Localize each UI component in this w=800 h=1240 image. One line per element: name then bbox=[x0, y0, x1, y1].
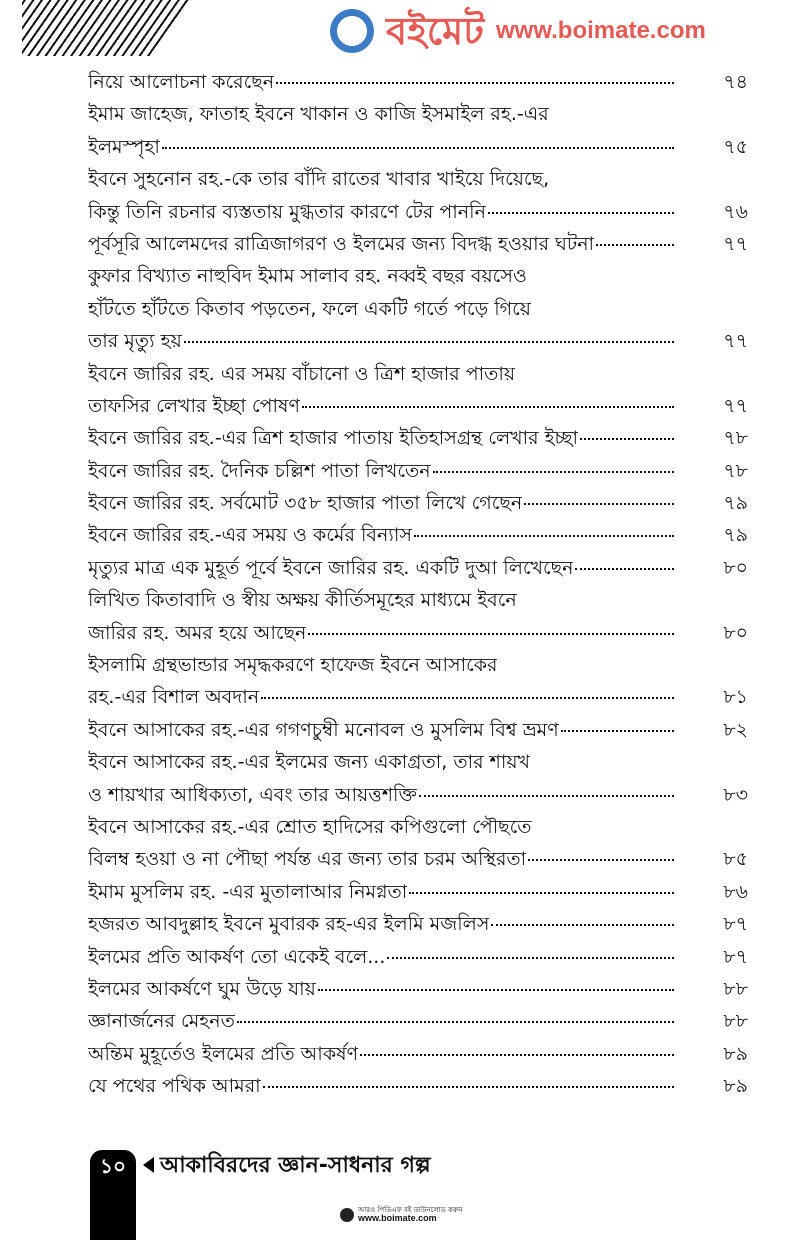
page-number: ১০ bbox=[90, 1150, 136, 1240]
toc-line bbox=[88, 325, 748, 357]
toc-line bbox=[88, 1005, 748, 1037]
dot-leader bbox=[237, 1021, 674, 1023]
toc-entry[interactable] bbox=[88, 422, 748, 454]
toc-page-number: ৮৮ bbox=[723, 977, 748, 1000]
decorative-hatch bbox=[22, 0, 192, 56]
toc-page-number: ৮৩ bbox=[723, 783, 748, 806]
toc-entry[interactable] bbox=[88, 260, 748, 357]
toc-entry[interactable] bbox=[88, 163, 748, 228]
toc-entry[interactable] bbox=[88, 876, 748, 908]
dot-leader bbox=[263, 1086, 674, 1088]
hand-pointer-icon bbox=[340, 1208, 354, 1222]
toc-page-number: ৮০ bbox=[723, 621, 748, 644]
dot-leader bbox=[360, 1054, 674, 1056]
dot-leader bbox=[419, 795, 674, 797]
dot-leader bbox=[575, 568, 674, 570]
toc-line bbox=[88, 876, 748, 908]
toc-entry[interactable] bbox=[88, 714, 748, 746]
toc-line bbox=[88, 519, 748, 551]
toc-entry-title: কুফার বিখ্যাত নাহুবিদ ইমাম সালাব রহ. নব্বই বছর বয়সেও bbox=[88, 265, 527, 288]
dot-leader bbox=[524, 503, 674, 505]
dot-leader bbox=[528, 859, 674, 861]
dot-leader bbox=[409, 892, 674, 894]
toc-page-number: ৭৫ bbox=[723, 135, 748, 158]
download-promo[interactable] bbox=[340, 1206, 462, 1223]
toc-entry-title: ইবনে আসাকের রহ.-এর গগণচুম্বী মনোবল ও মুসলিম বিশ্ব ভ্রমণ bbox=[88, 718, 559, 741]
toc-entry[interactable] bbox=[88, 973, 748, 1005]
toc-line bbox=[88, 1070, 748, 1102]
dot-leader bbox=[261, 697, 674, 699]
toc-entry-title: ইলমের আকর্ষণে ঘুম উড়ে যায় bbox=[88, 977, 316, 1000]
toc-entry-title: ইবনে আসাকের রহ.-এর ইলমের জন্য একাগ্রতা, তার শায়খ bbox=[88, 751, 531, 774]
toc-line bbox=[88, 811, 748, 843]
toc-entry-title: মৃত্যুর মাত্র এক মুহূর্ত পূর্বে ইবনে জারির রহ. একটি দুআ লিখেছেন bbox=[88, 556, 574, 579]
toc-page-number: ৭৬ bbox=[723, 200, 748, 223]
toc-entry-title: জ্ঞানার্জনের মেহনত bbox=[88, 1010, 235, 1033]
toc-line bbox=[88, 358, 748, 390]
toc-entry[interactable] bbox=[88, 649, 748, 714]
toc-entry[interactable] bbox=[88, 487, 748, 519]
toc-entry[interactable] bbox=[88, 908, 748, 940]
toc-line bbox=[88, 66, 748, 98]
toc-entry-title: রহ.-এর বিশাল অবদান bbox=[88, 686, 260, 709]
toc-entry[interactable] bbox=[88, 1005, 748, 1037]
dot-leader bbox=[184, 341, 674, 343]
toc-entry[interactable] bbox=[88, 811, 748, 876]
toc-page-number: ৭৪ bbox=[723, 71, 748, 93]
toc-page-number: ৮৬ bbox=[723, 880, 748, 903]
toc-line bbox=[88, 196, 748, 228]
toc-page-number: ৭৭ bbox=[723, 394, 748, 417]
dot-leader bbox=[433, 471, 674, 473]
dot-leader bbox=[308, 633, 674, 635]
watermark bbox=[330, 2, 780, 60]
toc-page-number: ৮০ bbox=[723, 556, 748, 579]
dot-leader bbox=[580, 438, 674, 440]
toc-line bbox=[88, 260, 748, 292]
toc-entry-title: ইবনে সুহনোন রহ.-কে তার বাঁদি রাতের খাবার খাইয়ে দিয়েছে, bbox=[88, 168, 550, 191]
toc-line bbox=[88, 293, 748, 325]
toc-entry[interactable] bbox=[88, 584, 748, 649]
promo-url[interactable]: www.boimate.com bbox=[358, 1213, 437, 1223]
toc-line bbox=[88, 131, 748, 163]
book-title: আকাবিরদের জ্ঞান-সাধনার গল্প bbox=[160, 1153, 431, 1178]
watermark-logo-icon bbox=[330, 9, 374, 53]
toc-page-number: ৮১ bbox=[723, 686, 748, 709]
dot-leader bbox=[488, 212, 674, 214]
toc-entry-title: লিখিত কিতাবাদি ও স্বীয় অক্ষয় কীর্তিসমূহের মাধ্যমে ইবনে bbox=[88, 589, 517, 612]
toc-entry-title: ইবনে জারির রহ. এর সময় বাঁচানো ও ত্রিশ হাজার পাতায় bbox=[88, 362, 516, 385]
toc-line bbox=[88, 617, 748, 649]
toc-line bbox=[88, 422, 748, 454]
toc-entry[interactable] bbox=[88, 455, 748, 487]
toc-line bbox=[88, 746, 748, 778]
toc-line bbox=[88, 941, 748, 973]
toc-line bbox=[88, 1038, 748, 1070]
toc-line bbox=[88, 552, 748, 584]
toc-entry[interactable] bbox=[88, 552, 748, 584]
dot-leader bbox=[302, 406, 674, 408]
toc-entry-title: ইবনে জারির রহ. সর্বমোট ৩৫৮ হাজার পাতা লিখে গেছেন bbox=[88, 492, 523, 515]
toc-entry[interactable] bbox=[88, 98, 748, 163]
toc-entry[interactable] bbox=[88, 746, 748, 811]
toc-page-number: ৮৭ bbox=[723, 913, 748, 936]
toc-line bbox=[88, 843, 748, 875]
toc-entry-title: হাঁটতে হাঁটতে কিতাব পড়তেন, ফলে একটি গর্তে পড়ে গিয়ে bbox=[88, 297, 531, 320]
watermark-url: www.boimate.com bbox=[496, 17, 706, 44]
toc-entry-title: নিয়ে আলোচনা করেছেন bbox=[88, 71, 275, 93]
toc-entry-title: ইবনে জারির রহ.-এর সময় ও কর্মের বিন্যাস bbox=[88, 524, 412, 547]
toc-line bbox=[88, 163, 748, 195]
toc-entry-title: জারির রহ. অমর হয়ে আছেন bbox=[88, 621, 307, 644]
toc-entry[interactable] bbox=[88, 358, 748, 423]
dot-leader bbox=[387, 957, 674, 959]
dot-leader bbox=[596, 244, 674, 246]
dot-leader bbox=[561, 730, 674, 732]
toc-entry[interactable] bbox=[88, 228, 748, 260]
toc-line bbox=[88, 908, 748, 940]
toc-entry[interactable] bbox=[88, 66, 748, 98]
table-of-contents bbox=[88, 66, 748, 1103]
toc-page-number: ৭৯ bbox=[723, 524, 748, 547]
toc-line bbox=[88, 649, 748, 681]
toc-page-number: ৭৭ bbox=[723, 232, 748, 255]
toc-entry-title: ইমাম মুসলিম রহ. -এর মুতালাআর নিমগ্নতা bbox=[88, 880, 408, 903]
toc-line bbox=[88, 779, 748, 811]
toc-page-number: ৮৯ bbox=[723, 1042, 748, 1065]
toc-page-number: ৮৯ bbox=[723, 1075, 748, 1098]
toc-entry-title: ও শায়খার আধিক্যতা, এবং তার আয়ত্তশক্তি bbox=[88, 783, 417, 806]
toc-entry-title: ইমাম জাহেজ, ফাতাহ ইবনে খাকান ও কাজি ইসমাইল রহ.-এর bbox=[88, 103, 549, 126]
toc-line bbox=[88, 98, 748, 130]
toc-entry-title: পূর্বসূরি আলেমদের রাত্রিজাগরণ ও ইলমের জন্য বিদগ্ধ হওয়ার ঘটনা bbox=[88, 232, 595, 255]
toc-entry-title: ইলমের প্রতি আকর্ষণ তো একেই বলে... bbox=[88, 945, 386, 968]
toc-entry[interactable] bbox=[88, 519, 748, 551]
dot-leader bbox=[491, 924, 674, 926]
toc-entry-title: যে পথের পথিক আমরা bbox=[88, 1075, 261, 1098]
toc-entry-title: বিলম্ব হওয়া ও না পৌছা পর্যন্ত এর জন্য তার চরম অস্থিরতা bbox=[88, 848, 527, 871]
toc-page-number: ৮৫ bbox=[723, 848, 748, 871]
toc-entry-title: কিন্তু তিনি রচনার ব্যস্ততায় মুগ্ধতার কারণে টের পাননি bbox=[88, 200, 486, 223]
toc-entry-title: হজরত আবদুল্লাহ ইবনে মুবারক রহ-এর ইলমি মজলিস bbox=[88, 913, 490, 936]
toc-line bbox=[88, 390, 748, 422]
dot-leader bbox=[414, 535, 674, 537]
toc-line bbox=[88, 714, 748, 746]
toc-entry-title: ইসলামি গ্রন্থভান্ডার সমৃদ্ধকরণে হাফেজ ইবনে আসাকের bbox=[88, 654, 498, 677]
watermark-logo: বইমেট bbox=[386, 9, 484, 53]
toc-page-number: ৭৯ bbox=[723, 492, 748, 515]
toc-line bbox=[88, 228, 748, 260]
toc-entry-title: ইবনে জারির রহ.-এর ত্রিশ হাজার পাতায় ইতিহাসগ্রন্থ লেখার ইচ্ছা bbox=[88, 427, 579, 450]
dot-leader bbox=[318, 989, 674, 991]
dot-leader bbox=[276, 82, 674, 84]
toc-entry[interactable] bbox=[88, 941, 748, 973]
toc-line bbox=[88, 487, 748, 519]
toc-entry-title: ইবনে জারির রহ. দৈনিক চল্লিশ পাতা লিখতেন bbox=[88, 459, 431, 482]
toc-entry[interactable] bbox=[88, 1070, 748, 1102]
toc-page-number: ৮৮ bbox=[723, 1010, 748, 1033]
toc-page-number: ৮৭ bbox=[723, 945, 748, 968]
toc-line bbox=[88, 681, 748, 713]
toc-page-number: ৭৮ bbox=[723, 427, 748, 450]
toc-page-number: ৭৮ bbox=[723, 459, 748, 482]
toc-line bbox=[88, 973, 748, 1005]
toc-entry-title: অন্তিম মুহূর্তেও ইলমের প্রতি আকর্ষণ bbox=[88, 1042, 359, 1065]
toc-entry[interactable] bbox=[88, 1038, 748, 1070]
toc-entry-title: ইবনে আসাকের রহ.-এর শ্রোত হাদিসের কপিগুলো পৌছতে bbox=[88, 815, 532, 838]
toc-entry-title: তাফসির লেখার ইচ্ছা পোষণ bbox=[88, 394, 300, 417]
toc-entry-title: তার মৃত্যু হয় bbox=[88, 330, 182, 353]
toc-entry-title: ইলমস্পৃহা bbox=[88, 135, 160, 158]
toc-line bbox=[88, 455, 748, 487]
dot-leader bbox=[162, 147, 674, 149]
triangle-left-icon bbox=[143, 1157, 154, 1173]
toc-page-number: ৮২ bbox=[723, 718, 748, 741]
toc-line bbox=[88, 584, 748, 616]
promo-text: আরও পিডিএফ বই ডাউনলোড করুন bbox=[358, 1206, 463, 1214]
toc-page-number: ৭৭ bbox=[723, 330, 748, 353]
